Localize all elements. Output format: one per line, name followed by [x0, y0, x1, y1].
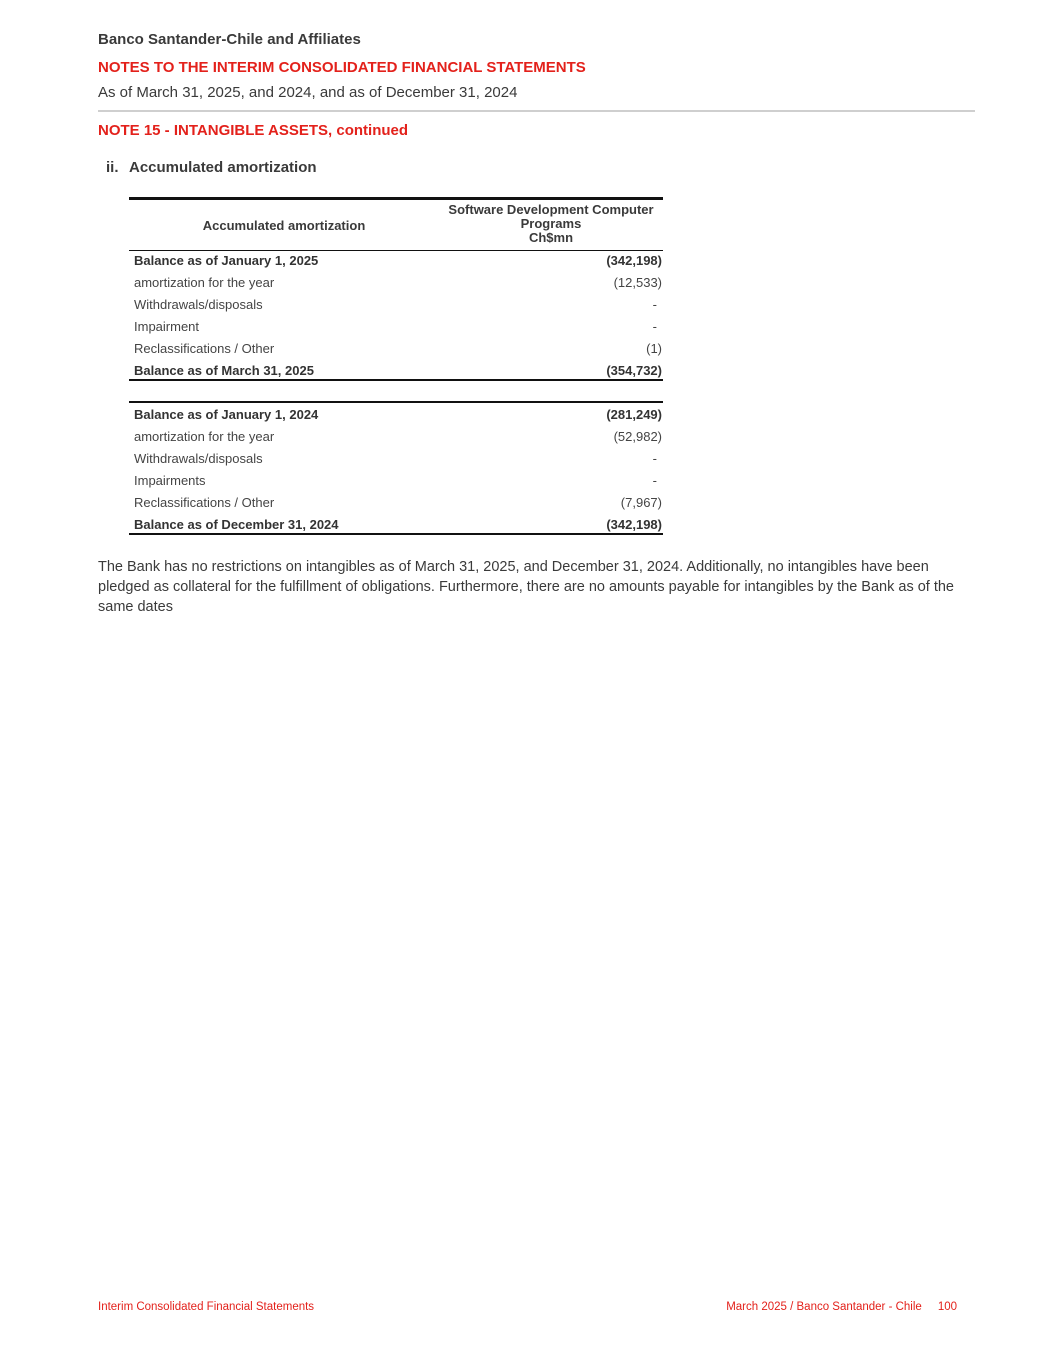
row-value: (342,198) [606, 516, 662, 532]
row-value: - [652, 472, 657, 488]
table-row [129, 469, 663, 491]
note-heading: NOTE 15 - INTANGIBLE ASSETS, continued [98, 122, 409, 139]
row-label: Impairments [134, 472, 206, 488]
table-row [129, 315, 663, 337]
row-label: Withdrawals/disposals [134, 450, 263, 466]
row-label: amortization for the year [134, 428, 275, 444]
table-row [129, 447, 663, 469]
row-value: (354,732) [606, 362, 662, 378]
row-value: - [652, 296, 657, 312]
section-title: Accumulated amortization [129, 159, 317, 176]
table-block-2024 [129, 403, 663, 535]
row-label: Impairment [134, 318, 200, 334]
table-row [129, 271, 663, 293]
table-row [129, 337, 663, 359]
body-paragraph: The Bank has no restrictions on intangibles as of March 31, 2025, and December 31, 2024. Additionally, no intangibles have been pledged as collateral for the fulfillment of obligations. Furthermore, there are no amounts payable for intangibles by the Bank as of the same dates [98, 559, 954, 615]
table-header [129, 197, 663, 251]
as-of-dates: As of March 31, 2025, and 2024, and as of December 31, 2024 [98, 84, 518, 101]
table-rule [129, 533, 663, 535]
section-number: ii. [106, 159, 119, 176]
header-divider [98, 110, 975, 112]
row-label: amortization for the year [134, 274, 275, 290]
column-header-value [439, 203, 663, 245]
row-value: (281,249) [606, 406, 662, 422]
table-rule [129, 379, 663, 381]
row-value: (12,533) [613, 274, 662, 290]
column-header-line1: Software Development Computer [448, 202, 654, 217]
company-name: Banco Santander-Chile and Affiliates [98, 31, 361, 48]
row-value: - [652, 318, 657, 334]
table-row [129, 359, 663, 381]
page-number: 100 [937, 1301, 957, 1313]
row-value: - [652, 450, 657, 466]
row-label: Balance as of January 1, 2025 [134, 252, 319, 268]
row-value: (7,967) [620, 494, 662, 510]
row-value: (1) [646, 340, 662, 356]
table-row [129, 249, 663, 271]
footer-document-title: Interim Consolidated Financial Statements [98, 1301, 315, 1313]
footer-right [726, 1301, 957, 1313]
row-label: Balance as of January 1, 2024 [134, 406, 319, 422]
column-header-label: Accumulated amortization [202, 217, 366, 233]
row-value: (52,982) [613, 428, 662, 444]
table-row [129, 513, 663, 535]
table-block-2025 [129, 249, 663, 381]
notes-title: NOTES TO THE INTERIM CONSOLIDATED FINANCIAL STATEMENTS [98, 59, 586, 76]
table-row [129, 491, 663, 513]
row-label: Balance as of December 31, 2024 [134, 516, 339, 532]
row-label: Withdrawals/disposals [134, 296, 263, 312]
footer-period: March 2025 / Banco Santander - Chile [726, 1301, 922, 1313]
column-header-line3: Ch$mn [528, 230, 574, 245]
column-header-line2: Programs [520, 216, 582, 231]
table-row [129, 425, 663, 447]
row-value: (342,198) [606, 252, 662, 268]
section-heading [106, 159, 317, 176]
table-row [129, 293, 663, 315]
table-row [129, 403, 663, 425]
row-label: Reclassifications / Other [134, 340, 275, 356]
row-label: Reclassifications / Other [134, 494, 275, 510]
row-label: Balance as of March 31, 2025 [134, 362, 314, 378]
